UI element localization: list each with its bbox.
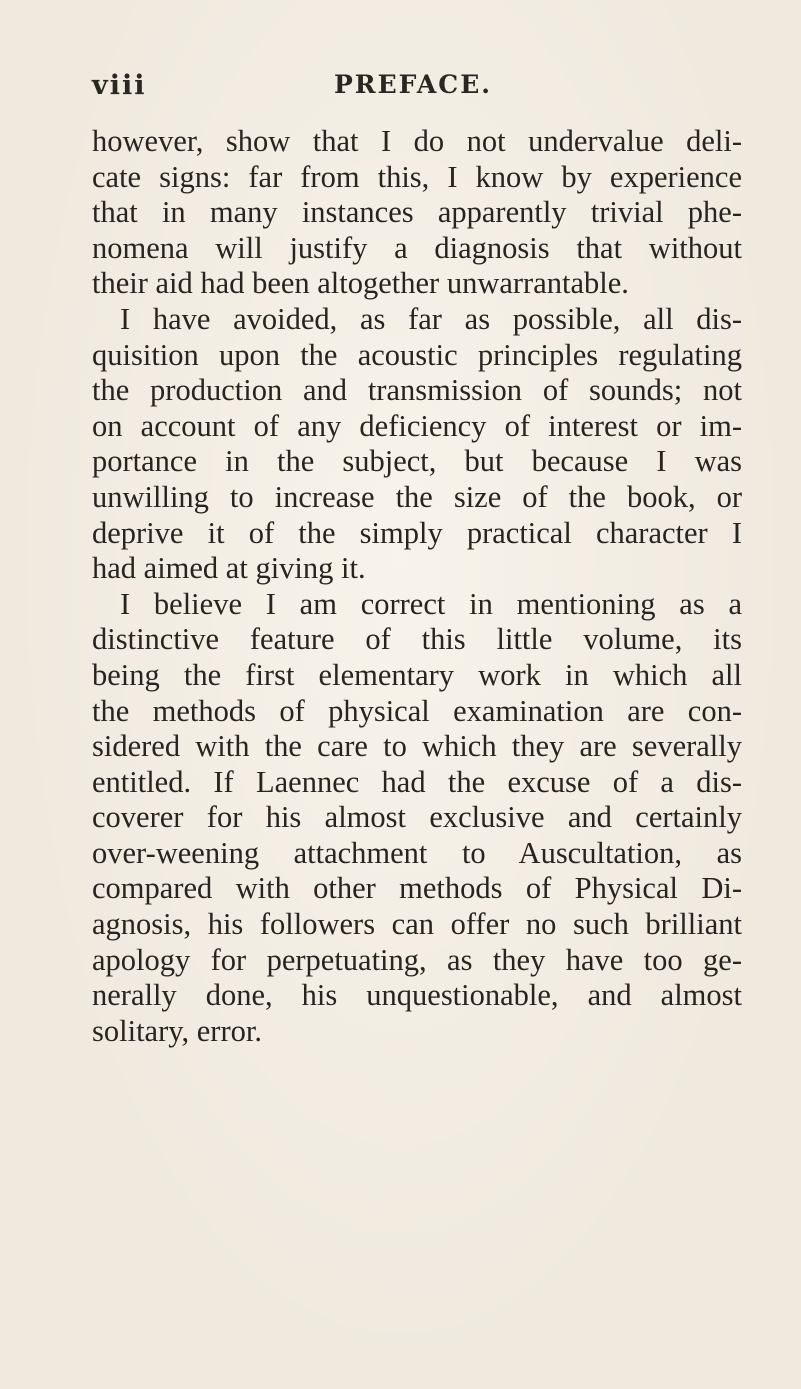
text-line: that in many instances apparently trivial phe- [92, 195, 742, 230]
body-text [92, 124, 742, 1049]
text-line: quisition upon the acoustic principles regulating [92, 337, 742, 372]
text-line: nerally done, his unquestionable, and almost [92, 978, 742, 1013]
text-line: portance in the subject, but because I was [92, 444, 742, 479]
text-line: being the first elementary work in which all [92, 657, 742, 692]
page-number: viii [92, 70, 147, 101]
text-line: the methods of physical examination are con- [92, 693, 742, 728]
text-line: entitled. If Laennec had the excuse of a dis- [92, 764, 742, 799]
text-line: compared with other methods of Physical Di- [92, 871, 742, 906]
text-line: had aimed at giving it. [92, 551, 366, 586]
text-line: sidered with the care to which they are severally [92, 729, 742, 764]
text-line: their aid had been altogether unwarrantable. [92, 266, 629, 301]
paragraph-start-line: I have avoided, as far as possible, all dis- [120, 301, 742, 336]
text-line: deprive it of the simply practical character I [92, 515, 742, 550]
text-line: agnosis, his followers can offer no such brilliant [92, 907, 742, 942]
text-line: cate signs: far from this, I know by experience [92, 159, 742, 194]
text-line: solitary, error. [92, 1013, 262, 1048]
text-line: coverer for his almost exclusive and certainly [92, 800, 742, 835]
text-line: distinctive feature of this little volume, its [92, 622, 742, 657]
text-line: nomena will justify a diagnosis that without [92, 230, 742, 265]
text-line: on account of any deficiency of interest or im- [92, 408, 742, 443]
text-line: the production and transmission of sounds; not [92, 373, 742, 408]
running-head: PREFACE. [334, 70, 492, 99]
text-line: over-weening attachment to Auscultation, as [92, 835, 742, 870]
text-line: however, show that I do not undervalue deli- [92, 124, 742, 158]
text-line: apology for perpetuating, as they have too ge- [92, 942, 742, 977]
paragraph-start-line: I believe I am correct in mentioning as a [120, 586, 742, 621]
page-header [92, 70, 742, 110]
text-line: unwilling to increase the size of the book, or [92, 479, 742, 514]
